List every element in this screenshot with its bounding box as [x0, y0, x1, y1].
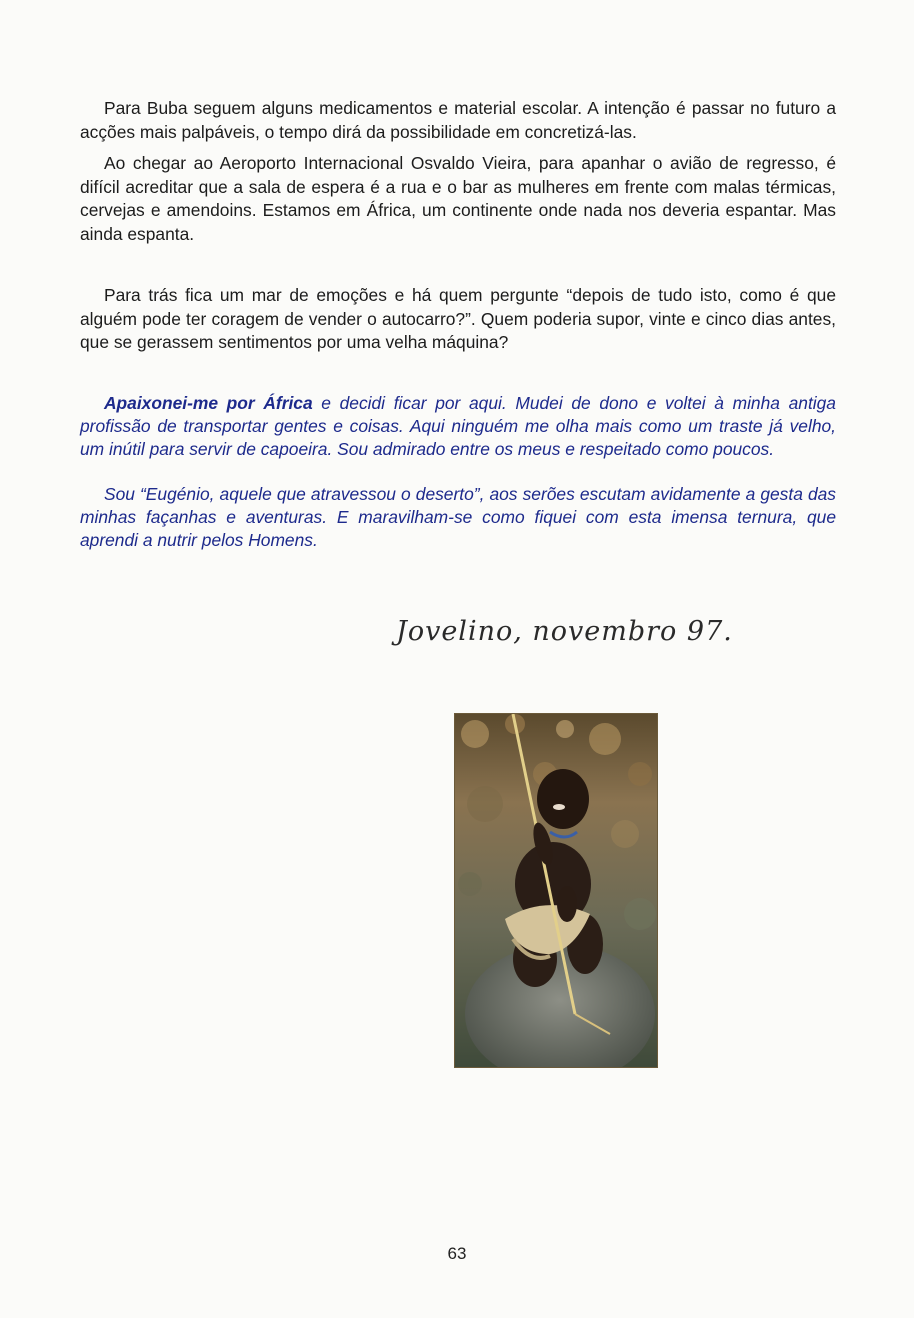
- paragraph-emotions: [80, 284, 836, 355]
- paragraph-airport: [80, 152, 836, 246]
- paragraph-medicines: [80, 97, 836, 144]
- page-number: 63: [447, 1244, 467, 1263]
- paragraph-text: Ao chegar ao Aeroporto Internacional Osvaldo Vieira, para apanhar o avião de regresso, é difícil acreditar que a sala de espera é a rua e o bar as mulheres em frente com malas térmicas, cervejas e amendoins. Estamos em África, um continente onde nada nos deveria espantar. Mas ainda espanta.: [80, 153, 836, 244]
- child-sitting-with-stick-photo: [454, 713, 658, 1068]
- paragraph-text: Para Buba seguem alguns medicamentos e material escolar. A intenção é passar no futuro a acções mais palpáveis, o tempo dirá da possibilidade em concretizá-las.: [80, 98, 836, 142]
- quote-paragraph-eugenio: [80, 483, 836, 553]
- quote-text: Sou “Eugénio, aquele que atravessou o deserto”, aos serões escutam avidamente a gesta das minhas façanhas e aventuras. E maravilham-se como fiquei com esta imensa ternura, que aprendi a nutrir pelos Homens.: [80, 484, 836, 551]
- quote-lead-bold: Apaixonei-me por África: [104, 393, 313, 413]
- quote-text: e decidi ficar por aqui. Mudei de dono e voltei à minha antiga profissão de transportar gentes e coisas. Aqui ninguém me olha mais como um traste já velho, um inútil para servir de capoeira. Sou admirado entre os meus e respeitado como poucos.: [80, 393, 836, 460]
- quote-paragraph-africa: [80, 392, 836, 462]
- handwritten-signature: Jovelino, novembro 97.: [396, 616, 733, 647]
- paragraph-text: Para trás fica um mar de emoções e há quem pergunte “depois de tudo isto, como é que alguém pode ter coragem de vender o autocarro?”. Quem poderia supor, vinte e cinco dias antes, que se gerassem sentimentos por uma velha máquina?: [80, 285, 836, 353]
